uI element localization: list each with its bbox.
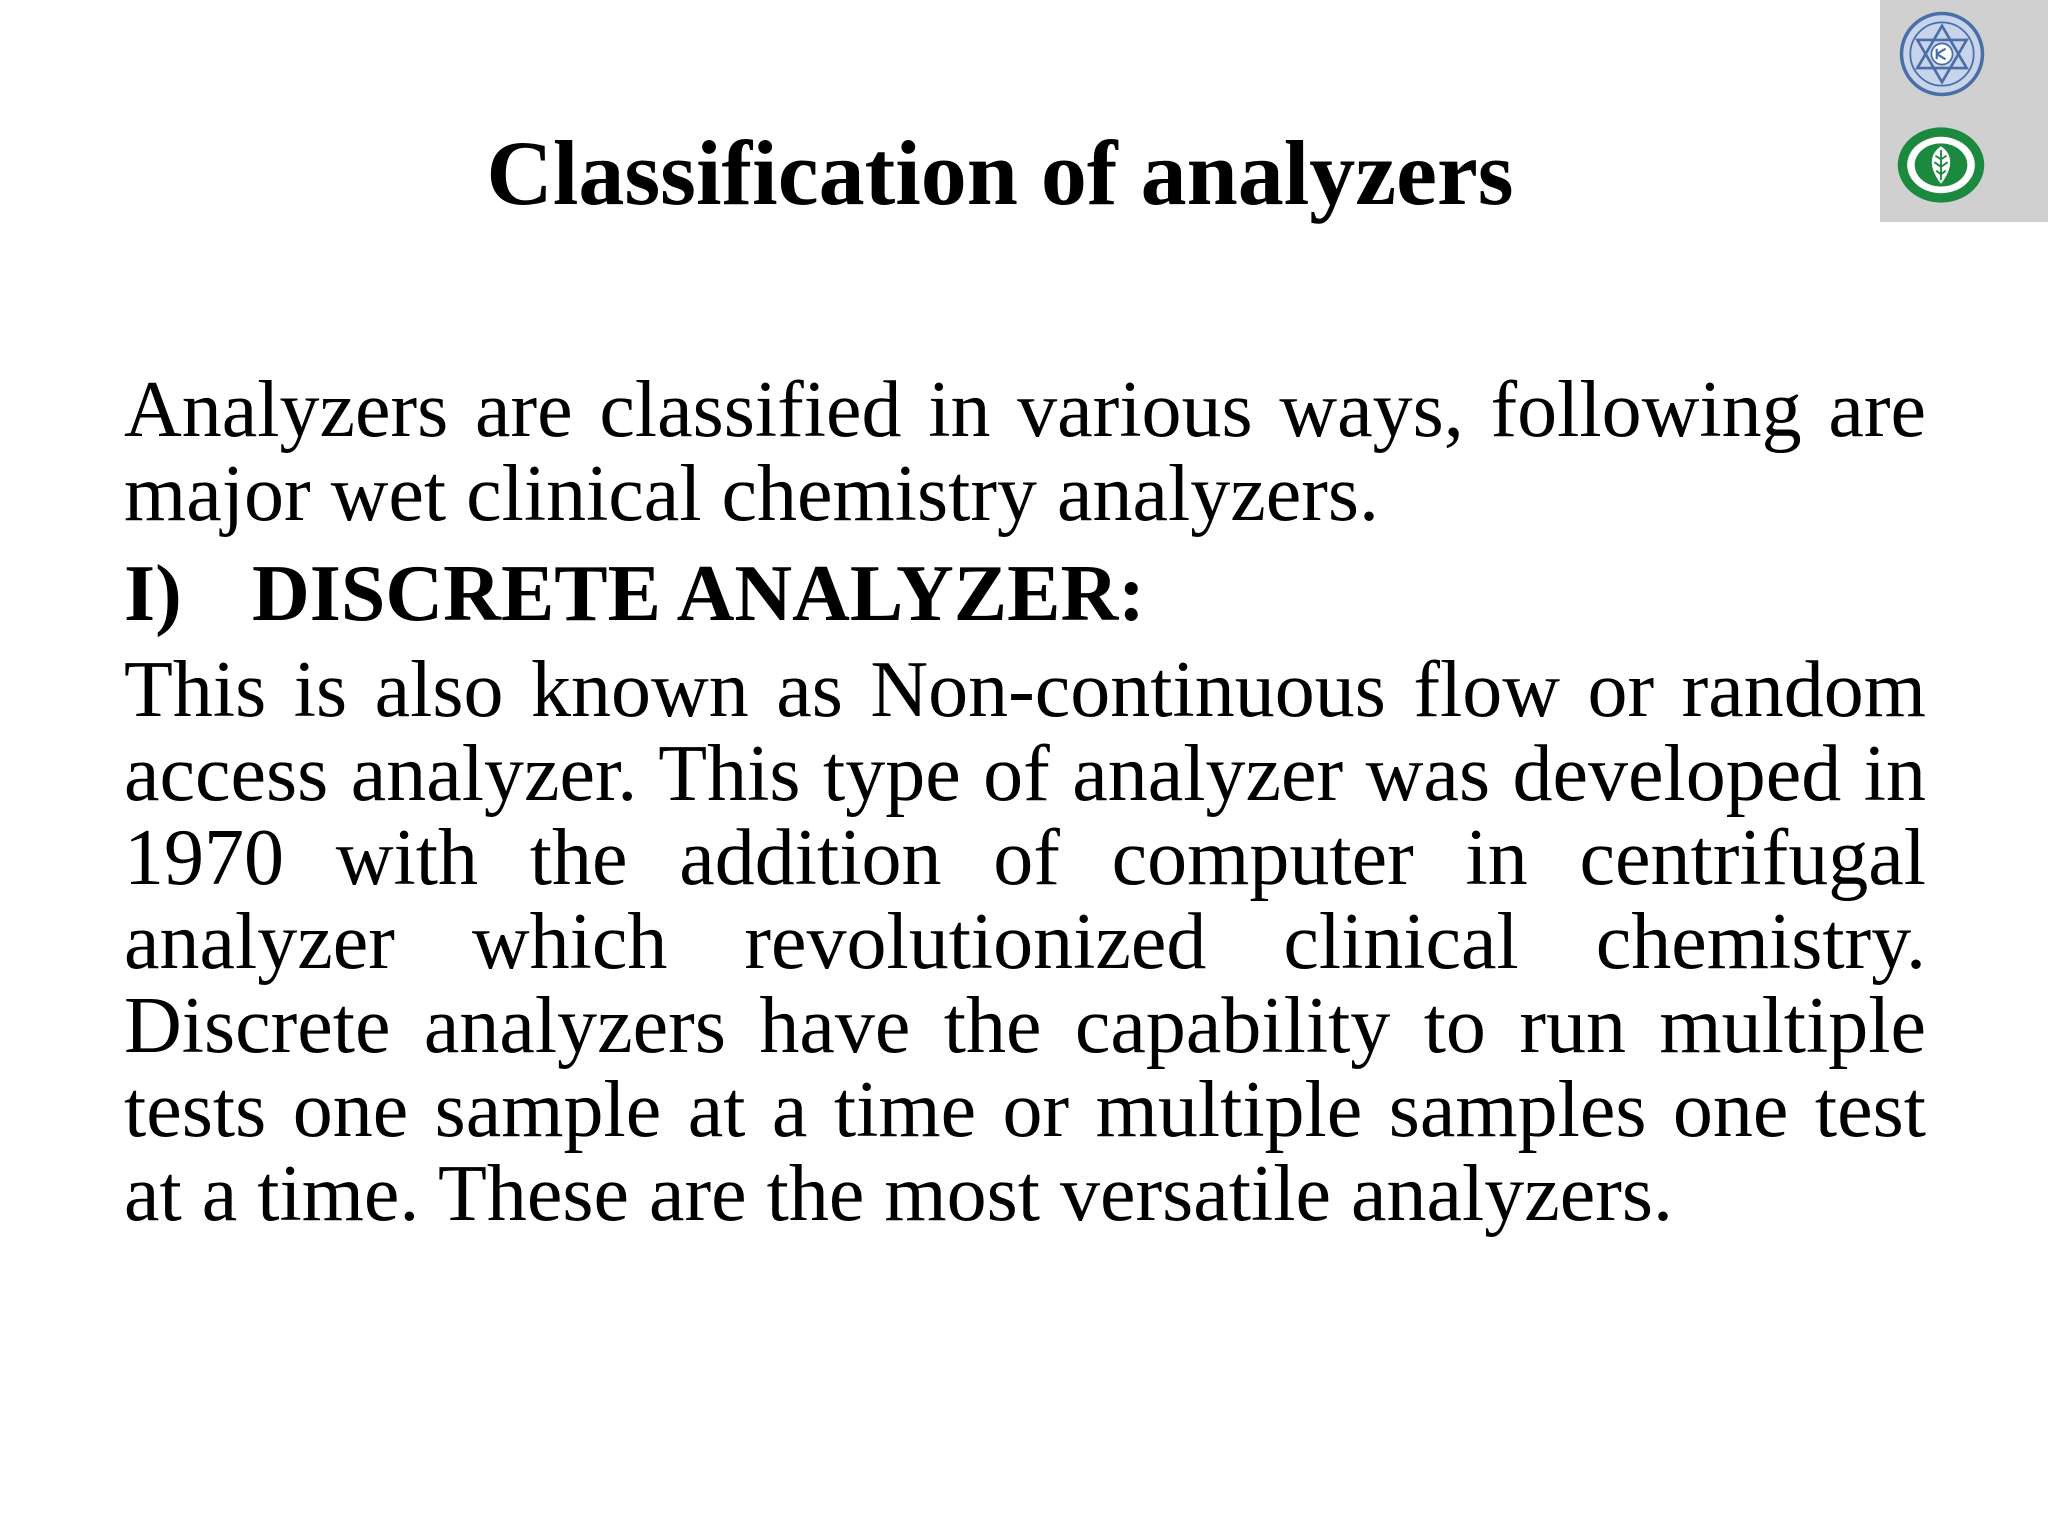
slide-body	[124, 368, 1926, 1236]
section-body-paragraph: This is also known as Non-continuous flow or random access analyzer. This type of analyzer was developed in 1970 with the addition of computer in centrifugal analyzer which revolutionized clinical chemistry. Discrete analyzers have the capability to run multiple tests one sample at a time or multiple samples one test at a time. These are the most versatile analyzers.	[124, 646, 1926, 1238]
section-heading-text: DISCRETE ANALYZER:	[252, 550, 1145, 638]
slide-title: Classification of analyzers	[486, 122, 1514, 224]
emblem-logo-icon	[1898, 10, 1986, 98]
section-heading	[124, 546, 1926, 642]
section-number: I)	[124, 550, 182, 638]
intro-paragraph: Analyzers are classified in various ways, following are major wet clinical chemistry analyzers.	[124, 366, 1926, 538]
